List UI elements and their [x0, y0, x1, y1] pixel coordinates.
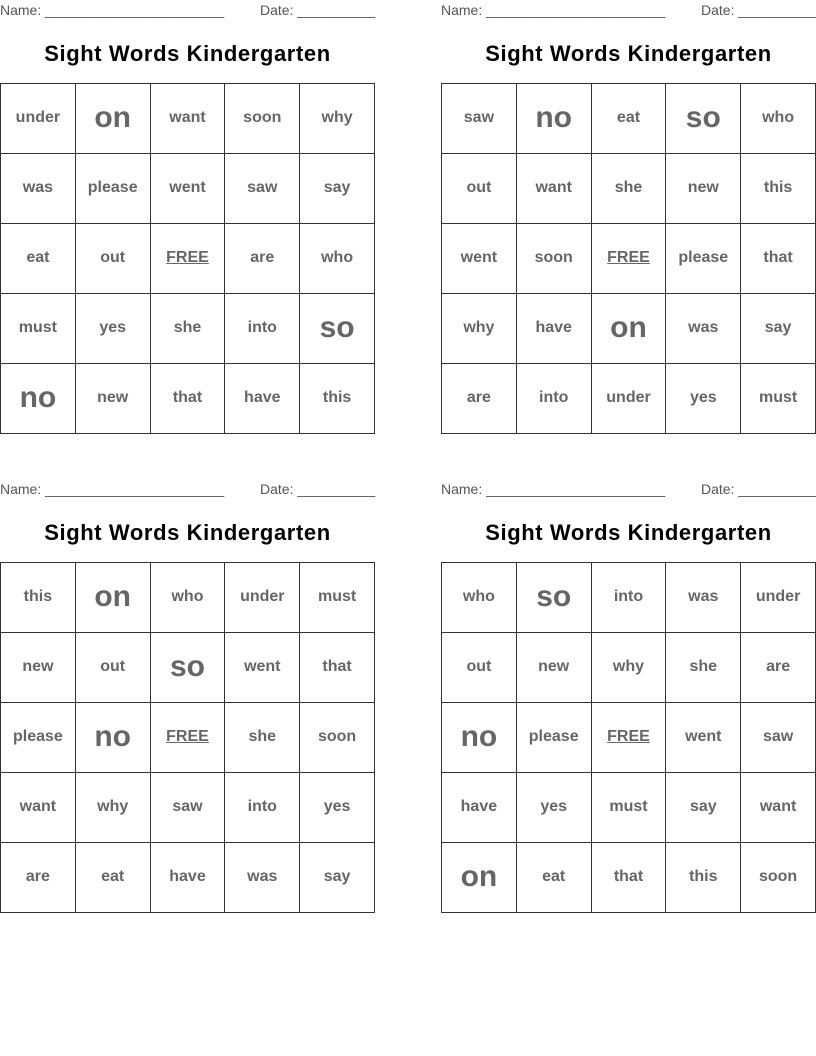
word-cell: saw	[741, 703, 816, 773]
word-cell: new	[76, 364, 151, 434]
word-cell: why	[592, 633, 667, 703]
card-title: Sight Words Kindergarten	[44, 520, 331, 545]
word-cell: was	[225, 843, 300, 913]
bingo-grid	[441, 562, 816, 913]
word-cell: want	[151, 84, 226, 154]
word-cell: soon	[741, 843, 816, 913]
word-cell: this	[741, 154, 816, 224]
word-cell: out	[442, 154, 517, 224]
word-cell: say	[741, 294, 816, 364]
word-cell: saw	[442, 84, 517, 154]
word-cell: want	[1, 773, 76, 843]
word-cell: say	[300, 843, 375, 913]
word-cell: this	[666, 843, 741, 913]
word-cell: have	[225, 364, 300, 434]
word-cell: under	[225, 563, 300, 633]
word-cell: she	[151, 294, 226, 364]
card-title: Sight Words Kindergarten	[44, 41, 331, 66]
word-cell: yes	[300, 773, 375, 843]
card-title: Sight Words Kindergarten	[485, 41, 772, 66]
word-cell: are	[225, 224, 300, 294]
word-cell: she	[666, 633, 741, 703]
word-cell: saw	[225, 154, 300, 224]
word-cell: soon	[517, 224, 592, 294]
free-space-cell: FREE	[151, 224, 226, 294]
word-cell: she	[225, 703, 300, 773]
word-cell: new	[517, 633, 592, 703]
word-cell: on	[76, 84, 151, 154]
word-cell: out	[76, 633, 151, 703]
word-cell: must	[592, 773, 667, 843]
word-cell: no	[76, 703, 151, 773]
date-field: Date: __________	[260, 2, 376, 18]
word-cell: that	[300, 633, 375, 703]
word-cell: must	[300, 563, 375, 633]
word-cell: yes	[666, 364, 741, 434]
word-cell: under	[741, 563, 816, 633]
word-cell: no	[442, 703, 517, 773]
word-cell: so	[517, 563, 592, 633]
word-cell: saw	[151, 773, 226, 843]
word-cell: went	[225, 633, 300, 703]
word-cell: she	[592, 154, 667, 224]
word-cell: why	[300, 84, 375, 154]
word-cell: new	[1, 633, 76, 703]
bingo-grid	[0, 83, 375, 434]
word-cell: yes	[517, 773, 592, 843]
word-cell: must	[741, 364, 816, 434]
word-cell: yes	[76, 294, 151, 364]
word-cell: that	[151, 364, 226, 434]
word-cell: was	[666, 294, 741, 364]
word-cell: why	[76, 773, 151, 843]
word-cell: have	[442, 773, 517, 843]
word-cell: was	[1, 154, 76, 224]
word-cell: on	[592, 294, 667, 364]
word-cell: so	[300, 294, 375, 364]
word-cell: this	[1, 563, 76, 633]
word-cell: please	[1, 703, 76, 773]
word-cell: eat	[1, 224, 76, 294]
name-field: Name: _______________________	[0, 481, 225, 497]
word-cell: eat	[76, 843, 151, 913]
word-cell: was	[666, 563, 741, 633]
bingo-grid	[441, 83, 816, 434]
word-cell: have	[517, 294, 592, 364]
free-space-cell: FREE	[151, 703, 226, 773]
word-cell: are	[1, 843, 76, 913]
word-cell: eat	[592, 84, 667, 154]
date-field: Date: __________	[701, 481, 816, 497]
word-cell: who	[151, 563, 226, 633]
word-cell: must	[1, 294, 76, 364]
word-cell: soon	[225, 84, 300, 154]
word-cell: into	[517, 364, 592, 434]
word-cell: no	[1, 364, 76, 434]
word-cell: into	[225, 294, 300, 364]
free-space-cell: FREE	[592, 224, 667, 294]
word-cell: who	[741, 84, 816, 154]
word-cell: under	[1, 84, 76, 154]
word-cell: want	[741, 773, 816, 843]
word-cell: went	[442, 224, 517, 294]
word-cell: eat	[517, 843, 592, 913]
word-cell: new	[666, 154, 741, 224]
free-space-cell: FREE	[592, 703, 667, 773]
word-cell: on	[442, 843, 517, 913]
name-field: Name: _______________________	[0, 2, 225, 18]
word-cell: went	[151, 154, 226, 224]
word-cell: out	[76, 224, 151, 294]
word-cell: soon	[300, 703, 375, 773]
word-cell: went	[666, 703, 741, 773]
word-cell: please	[666, 224, 741, 294]
word-cell: have	[151, 843, 226, 913]
bingo-grid	[0, 562, 375, 913]
word-cell: on	[76, 563, 151, 633]
word-cell: that	[592, 843, 667, 913]
word-cell: that	[741, 224, 816, 294]
word-cell: no	[517, 84, 592, 154]
word-cell: into	[592, 563, 667, 633]
word-cell: into	[225, 773, 300, 843]
name-field: Name: _______________________	[441, 481, 666, 497]
word-cell: are	[442, 364, 517, 434]
word-cell: want	[517, 154, 592, 224]
word-cell: say	[300, 154, 375, 224]
word-cell: who	[442, 563, 517, 633]
word-cell: are	[741, 633, 816, 703]
word-cell: under	[592, 364, 667, 434]
date-field: Date: __________	[260, 481, 376, 497]
word-cell: please	[76, 154, 151, 224]
name-field: Name: _______________________	[441, 2, 666, 18]
word-cell: please	[517, 703, 592, 773]
word-cell: out	[442, 633, 517, 703]
word-cell: who	[300, 224, 375, 294]
card-title: Sight Words Kindergarten	[485, 520, 772, 545]
word-cell: say	[666, 773, 741, 843]
word-cell: this	[300, 364, 375, 434]
word-cell: so	[666, 84, 741, 154]
date-field: Date: __________	[701, 2, 816, 18]
word-cell: so	[151, 633, 226, 703]
word-cell: why	[442, 294, 517, 364]
